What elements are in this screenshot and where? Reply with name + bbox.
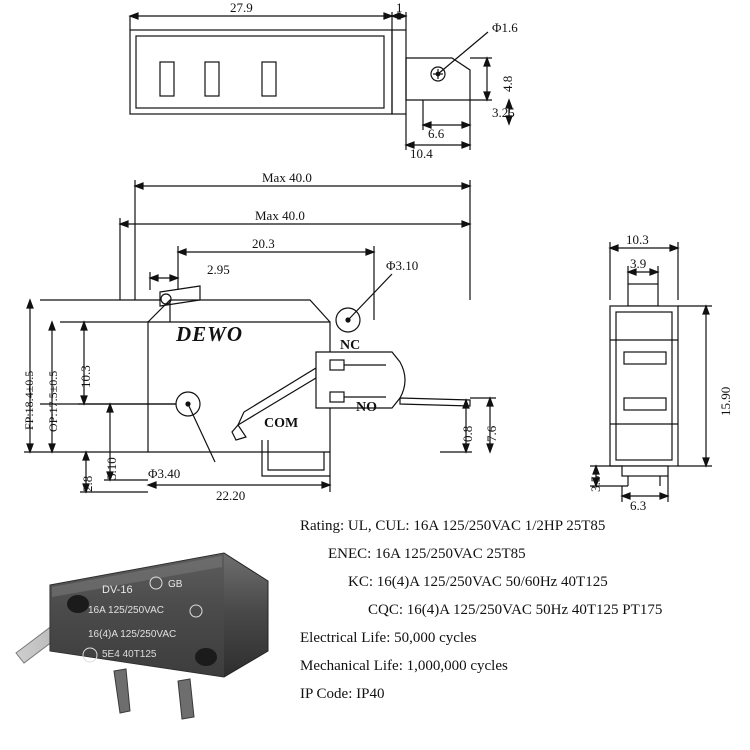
brand-label: DEWO [176,322,244,346]
dim-max-width-1: Max 40.0 [262,170,312,185]
dim-side-height: 15.90 [718,386,733,416]
dim-side-base-width: 6.3 [630,498,647,513]
specifications-block [300,512,750,708]
dim-side-top-width: 3.9 [630,256,647,271]
dim-top-tab-width: 1 [396,0,403,15]
spec-line-rating-enec: ENEC: 16A 125/250VAC 25T85 [328,546,526,562]
dim-lever-len: 20.3 [252,236,275,251]
terminal-nc-label: NC [340,338,361,353]
dim-top-tab-len: 6.6 [428,126,445,141]
dim-term-height: 7.6 [484,425,499,442]
spec-line-rating-cqc: CQC: 16(4)A 125/250VAC 50Hz 40T125 PT175 [368,602,663,618]
dim-top-length: 27.9 [230,0,253,15]
dim-pivot-offset: 2.95 [207,262,230,277]
dim-fp: FP:18.4±0.5 [22,370,36,430]
spec-line-rating-ul: Rating: UL, CUL: 16A 125/250VAC 1/2HP 25T85 [300,518,606,534]
spec-line-electrical-life: Electrical Life: 50,000 cycles [300,630,477,646]
terminal-com-label: COM [264,416,299,431]
spec-line-rating-kc: KC: 16(4)A 125/250VAC 50/60Hz 40T125 [348,574,608,590]
dim-top-tab-height: 4.8 [500,75,515,92]
dim-max-width-2: Max 40.0 [255,208,305,223]
dim-op: OP:17.5±0.5 [46,370,60,432]
spec-line-mechanical-life: Mechanical Life: 1,000,000 cycles [300,658,508,674]
svg-text:16(4)A 125/250VAC: 16(4)A 125/250VAC [88,629,177,640]
dim-height-103: 10.3 [78,365,93,388]
dim-top-tab-offset: 3.25 [492,105,515,120]
dim-3-10: 3.10 [104,457,119,480]
svg-text:GB: GB [168,579,183,590]
dim-term-gap: 0.8 [460,425,475,442]
dim-mount-hole2: Φ3.40 [148,466,181,481]
dim-side-width: 10.3 [626,232,649,247]
dim-top-overall-tab: 10.4 [410,146,433,161]
svg-text:16A 125/250VAC: 16A 125/250VAC [88,605,164,616]
dim-base-len: 22.20 [216,488,246,503]
product-photo [10,525,295,725]
spec-line-ip-code: IP Code: IP40 [300,686,385,702]
dim-2-8: 2.8 [80,475,95,492]
terminal-no-label: NO [356,400,377,415]
svg-text:5E4 40T125: 5E4 40T125 [102,649,157,660]
svg-text:DV-16: DV-16 [102,584,133,596]
dim-side-foot: 3.5 [588,475,603,492]
dim-mount-hole: Φ3.10 [386,258,419,273]
dim-top-hole-dia: Φ1.6 [492,20,518,35]
